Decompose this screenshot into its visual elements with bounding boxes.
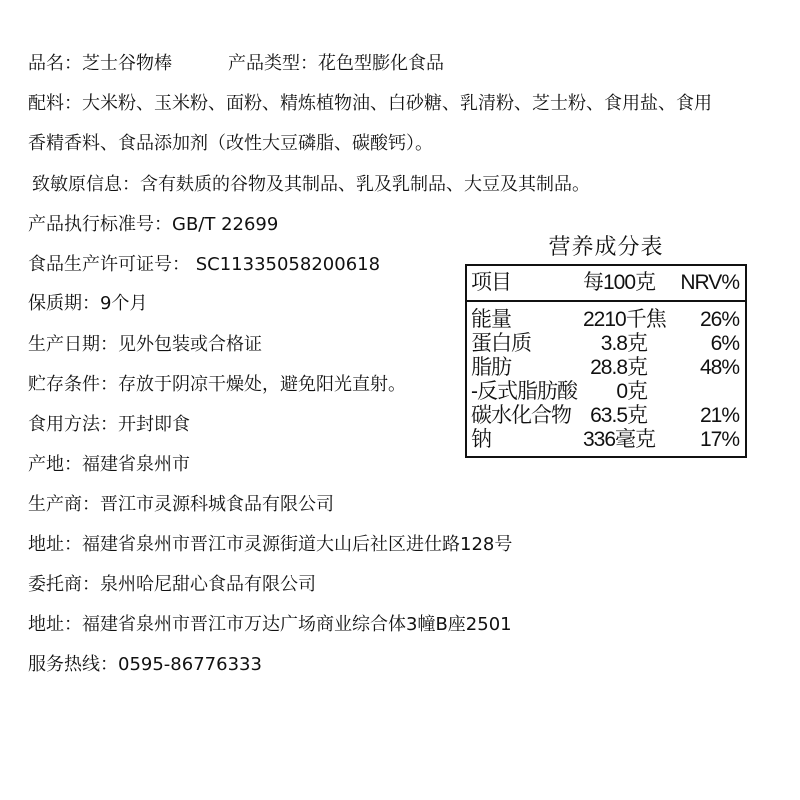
usage-method: 食用方法：开封即食	[28, 414, 190, 435]
storage-conditions: 贮存条件：存放于阴凉干燥处，避免阳光直射。	[28, 374, 406, 395]
nutrient-nrv: 6%	[710, 332, 739, 355]
nutrient-value: 63.5克	[590, 404, 647, 427]
nutrient-nrv: 21%	[699, 404, 739, 427]
license-number: 食品生产许可证号： SC11335058200618	[28, 254, 381, 275]
nutrient-value: 28.8克	[590, 356, 647, 379]
nutrition-header-row	[467, 266, 745, 302]
nutrition-row	[467, 428, 745, 452]
nutrition-row	[467, 308, 745, 332]
allergen-info: 致敏原信息：含有麸质的谷物及其制品、乳及乳制品、大豆及其制品。	[32, 174, 590, 195]
shelf-life: 保质期：9个月	[28, 293, 148, 314]
service-hotline: 服务热线：0595-86776333	[28, 654, 262, 675]
nutrient-value: 336毫克	[583, 428, 656, 451]
ingredients-line-1: 配料：大米粉、玉米粉、面粉、精炼植物油、白砂糖、乳清粉、芝士粉、食用盐、食用	[28, 93, 712, 114]
nutrition-row	[467, 380, 745, 404]
header-per: 每100克	[583, 271, 656, 294]
nutrition-row	[467, 356, 745, 380]
header-item: 项目	[471, 271, 511, 294]
nutrient-name: 能量	[471, 308, 511, 331]
nutrition-facts	[465, 232, 747, 458]
nutrition-body	[467, 302, 745, 456]
nutrient-nrv: 17%	[699, 428, 739, 451]
nutrition-title: 营养成分表	[548, 234, 664, 259]
standard-number: 产品执行标准号：GB/T 22699	[28, 214, 279, 235]
ingredients-line-2: 香精香料、食品添加剂（改性大豆磷脂、碳酸钙）。	[28, 133, 433, 154]
nutrient-value: 0克	[616, 380, 647, 403]
nutrient-name: 碳水化合物	[471, 404, 571, 427]
nutrient-nrv: 48%	[699, 356, 739, 379]
product-type: 产品类型：花色型膨化食品	[228, 53, 444, 74]
nutrition-table	[465, 264, 747, 458]
nutrition-row	[467, 404, 745, 428]
product-name: 品名：芝士谷物棒	[28, 53, 172, 74]
nutrient-nrv: 26%	[699, 308, 739, 331]
manufacturer-address: 地址：福建省泉州市晋江市灵源街道大山后社区进仕路128号	[28, 534, 513, 555]
name-type-line	[28, 52, 444, 76]
nutrient-name: -反式脂肪酸	[471, 380, 577, 403]
manufacturer: 生产商：晋江市灵源科城食品有限公司	[28, 494, 334, 515]
nutrient-name: 钠	[471, 428, 491, 451]
header-nrv: NRV%	[680, 271, 739, 294]
nutrient-name: 脂肪	[471, 356, 511, 379]
nutrient-value: 2210千焦	[583, 308, 666, 331]
nutrient-value: 3.8克	[600, 332, 647, 355]
nutrition-row	[467, 332, 745, 356]
origin: 产地：福建省泉州市	[28, 454, 190, 475]
production-date: 生产日期：见外包装或合格证	[28, 334, 262, 355]
client-address: 地址：福建省泉州市晋江市万达广场商业综合体3幢B座2501	[28, 614, 512, 635]
client: 委托商：泉州哈尼甜心食品有限公司	[28, 574, 316, 595]
nutrient-name: 蛋白质	[471, 332, 531, 355]
